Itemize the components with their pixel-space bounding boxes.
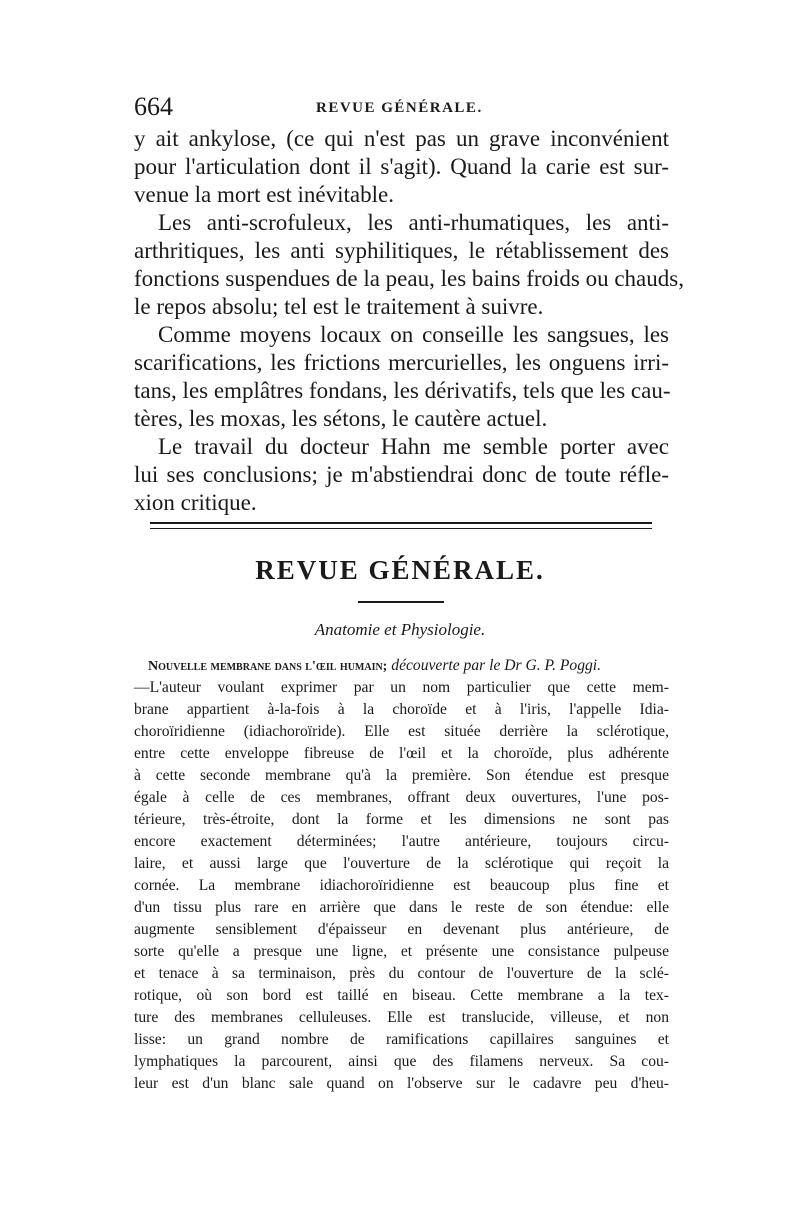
article-line: d'un tissu plus rare en arrière que dans le reste de son étendue: elle — [134, 899, 669, 916]
article-heading — [148, 656, 669, 677]
section-subtitle: Anatomie et Physiologie. — [314, 620, 486, 639]
text-line: scarifications, les frictions mercurielles, les onguens irri- — [134, 350, 669, 375]
text-line: venue la mort est inévitable. — [134, 182, 394, 207]
article-line: choroïridienne (idiachoroïride). Elle est située derrière la sclérotique, — [134, 723, 669, 740]
running-title: REVUE GÉNÉRALE. — [316, 100, 483, 116]
text-line: tères, les moxas, les sétons, le cautère actuel. — [134, 406, 548, 431]
text-line: pour l'articulation dont il s'agit). Quand la carie est sur- — [134, 154, 669, 179]
section-divider — [150, 528, 652, 529]
text-line: arthritiques, les anti syphilitiques, le rétablissement des — [134, 238, 669, 263]
article-line: égale à celle de ces membranes, offrant deux ouvertures, l'une pos- — [134, 789, 669, 806]
article-line: cornée. La membrane idiachoroïridienne est beaucoup plus fine et — [134, 877, 669, 894]
article-line: —L'auteur voulant exprimer par un nom particulier que cette mem- — [134, 679, 669, 696]
article-heading-caps: Nouvelle membrane dans l'œil humain; — [148, 659, 388, 674]
article-line: laire, et aussi large que l'ouverture de la sclérotique qui reçoit la — [134, 855, 669, 872]
text-line: fonctions suspendues de la peau, les bains froids ou chauds, — [134, 266, 684, 291]
article-heading-italic: découverte par le Dr G. P. Poggi. — [391, 657, 602, 674]
text-line: lui ses conclusions; je m'abstiendrai donc de toute réfle- — [134, 462, 669, 487]
article-line: sorte qu'elle a presque une ligne, et présente une consistance pulpeuse — [134, 943, 669, 960]
text-line: Comme moyens locaux on conseille les sangsues, les — [158, 322, 669, 347]
text-line: tans, les emplâtres fondans, les dérivatifs, tels que les cau- — [134, 378, 671, 403]
article-line: à cette seconde membrane qu'à la première. Son étendue est presque — [134, 767, 669, 784]
article-line: rotique, où son bord est taillé en biseau. Cette membrane a la tex- — [134, 987, 669, 1004]
article-line: augmente sensiblement d'épaisseur en devenant plus antérieure, de — [134, 921, 669, 938]
text-line: Les anti-scrofuleux, les anti-rhumatiques, les anti- — [158, 210, 669, 235]
text-line: xion critique. — [134, 490, 257, 515]
title-rule — [358, 601, 444, 603]
text-line: le repos absolu; tel est le traitement à suivre. — [134, 294, 544, 319]
article-line: entre cette enveloppe fibreuse de l'œil et la choroïde, plus adhérente — [134, 745, 669, 762]
article-line: encore exactement déterminées; l'autre antérieure, toujours circu- — [134, 833, 669, 850]
article-line: leur est d'un blanc sale quand on l'observe sur le cadavre peu d'heu- — [134, 1075, 669, 1092]
article-line: brane appartient à-la-fois à la choroïde et à l'iris, l'appelle Idia- — [134, 701, 669, 718]
page-number: 664 — [134, 92, 173, 121]
section-divider — [150, 522, 652, 524]
article-line: lisse: un grand nombre de ramifications capillaires sanguines et — [134, 1031, 669, 1048]
article-line: térieure, très-étroite, dont la forme et les dimensions ne sont pas — [134, 811, 669, 828]
article-line: lymphatiques la parcourent, ainsi que des filamens nerveux. Sa cou- — [134, 1053, 669, 1070]
section-title: REVUE GÉNÉRALE. — [255, 555, 545, 585]
text-line: Le travail du docteur Hahn me semble porter avec — [158, 434, 669, 459]
article-line: ture des membranes celluleuses. Elle est translucide, villeuse, et non — [134, 1009, 669, 1026]
text-line: y ait ankylose, (ce qui n'est pas un grave inconvénient — [134, 126, 669, 151]
article-line: et tenace à sa terminaison, près du contour de l'ouverture de la sclé- — [134, 965, 669, 982]
